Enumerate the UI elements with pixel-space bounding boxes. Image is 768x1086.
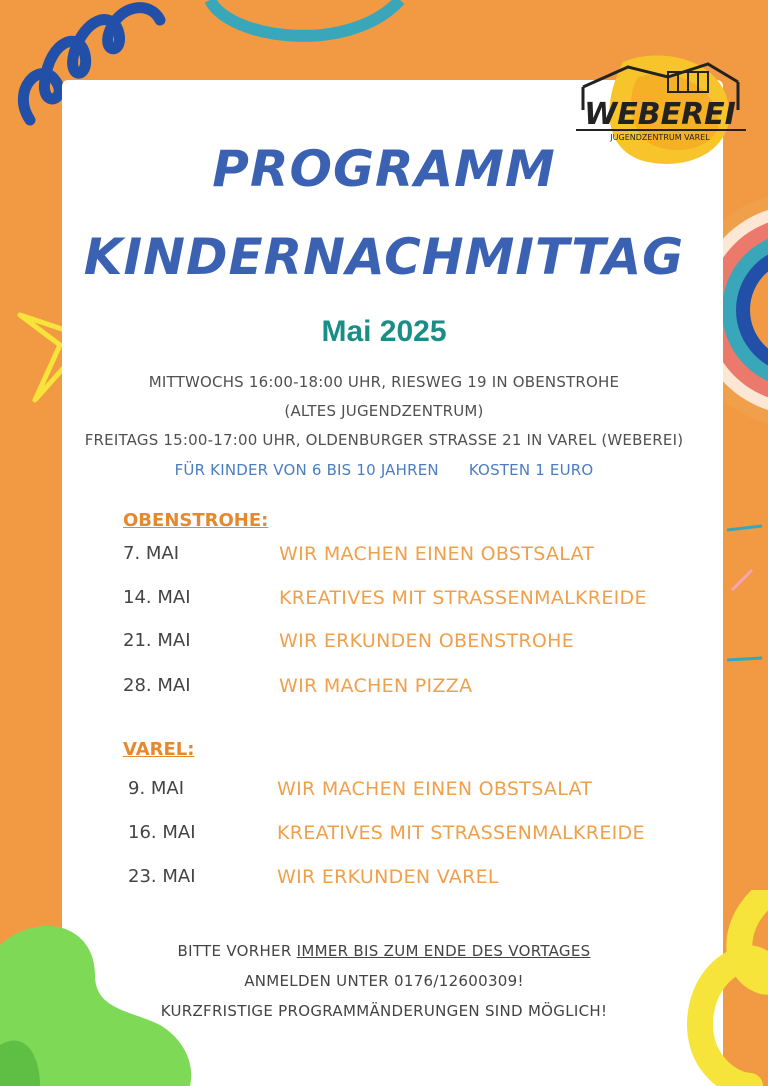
schedule-friday: FREITAGS 15:00-17:00 UHR, OLDENBURGER STRASSE 21 IN VAREL (WEBEREI) [84, 431, 684, 449]
event-activity: KREATIVES MIT STRASSENMALKREIDE [277, 822, 645, 844]
list-item [0, 675, 768, 705]
section-heading-obenstrohe: OBENSTROHE: [123, 510, 269, 531]
event-date: 16. MAI [128, 822, 196, 843]
footer-changes-note: KURZFRISTIGE PROGRAMMÄNDERUNGEN SIND MÖGLICH! [160, 1002, 608, 1020]
schedule-wednesday: MITTWOCHS 16:00-18:00 UHR, RIESWEG 19 IN OBENSTROHE [148, 373, 620, 391]
event-date: 9. MAI [128, 778, 185, 799]
age-range: FÜR KINDER VON 6 BIS 10 JAHREN [174, 461, 439, 479]
event-activity: WIR ERKUNDEN OBENSTROHE [279, 630, 575, 652]
event-activity: KREATIVES MIT STRASSENMALKREIDE [279, 587, 647, 609]
event-activity: WIR MACHEN EINEN OBSTSALAT [277, 778, 593, 800]
audience-and-cost [0, 461, 768, 479]
event-activity: WIR ERKUNDEN VAREL [277, 866, 499, 888]
event-date: 7. MAI [123, 543, 180, 564]
cost: KOSTEN 1 EURO [468, 461, 594, 479]
event-date: 14. MAI [123, 587, 191, 608]
teal-arc-decoration [200, 0, 410, 60]
event-date: 28. MAI [123, 675, 191, 696]
list-item [0, 543, 768, 573]
event-activity: WIR MACHEN EINEN OBSTSALAT [279, 543, 595, 565]
section-heading-varel: VAREL: [123, 739, 195, 760]
page-title-line2: KINDERNACHMITTAG [83, 228, 685, 286]
green-blob-decoration [0, 915, 200, 1086]
footer-deadline: IMMER BIS ZUM ENDE DES VORTAGES [296, 942, 591, 960]
footer-registration-note [0, 942, 768, 960]
schedule-wednesday-note: (ALTES JUGENDZENTRUM) [284, 402, 484, 420]
list-item [0, 778, 768, 808]
list-item [0, 587, 768, 617]
event-date: 23. MAI [128, 866, 196, 887]
logo-subtitle: JUGENDZENTRUM VAREL [610, 133, 710, 142]
list-item [0, 866, 768, 896]
logo-name: WEBEREI [584, 97, 736, 132]
footer-line1-text: BITTE VORHER [177, 942, 297, 960]
event-activity: WIR MACHEN PIZZA [279, 675, 473, 697]
event-date: 21. MAI [123, 630, 191, 651]
footer-phone: ANMELDEN UNTER 0176/12600309! [244, 972, 524, 990]
month-heading: Mai 2025 [321, 315, 447, 348]
list-item [0, 630, 768, 660]
page-title-line1: PROGRAMM [212, 140, 556, 198]
list-item [0, 822, 768, 852]
